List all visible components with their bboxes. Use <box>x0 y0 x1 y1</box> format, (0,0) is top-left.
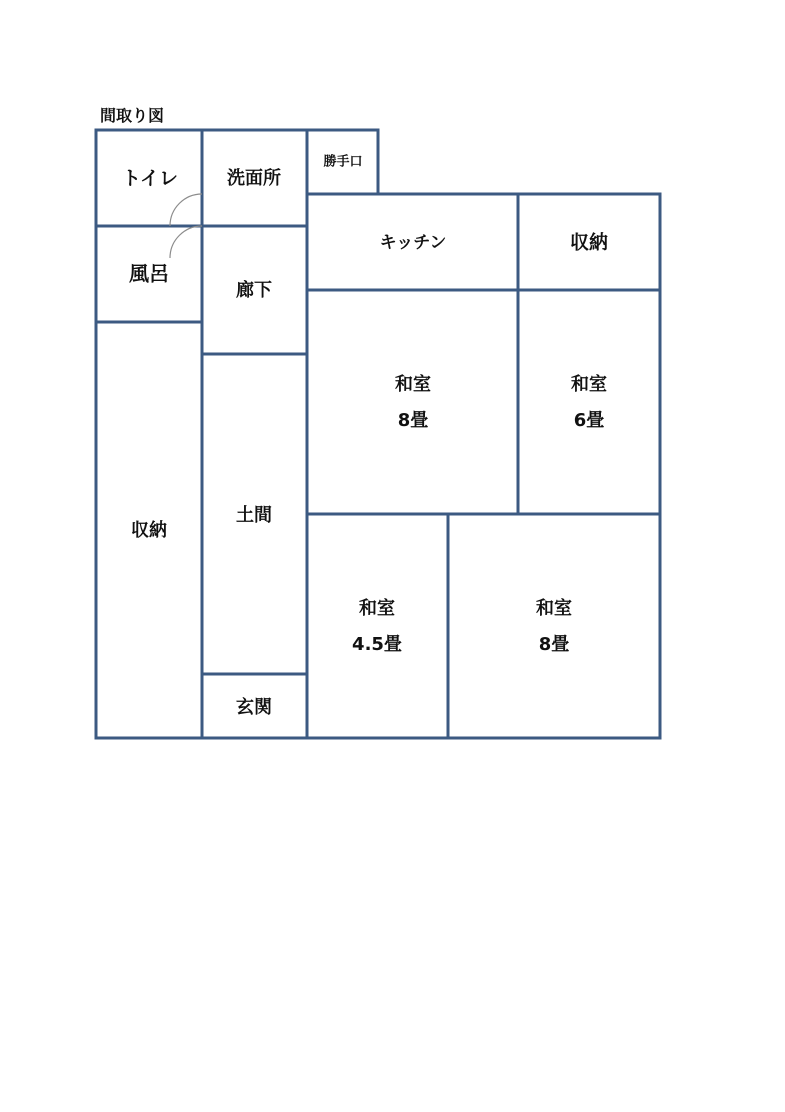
label-back-door: 勝手口 <box>323 154 363 170</box>
label-washroom: 洗面所 <box>227 168 281 189</box>
label-entrance: 玄関 <box>236 697 272 718</box>
label-storage-left: 収納 <box>131 520 167 541</box>
label-washitsu-6-size: 6畳 <box>573 410 605 431</box>
label-doma: 土間 <box>236 505 272 526</box>
label-washitsu-8b-name: 和室 <box>536 598 572 619</box>
label-washitsu-8b-size: 8畳 <box>538 634 570 655</box>
bath-door-icon <box>170 226 202 258</box>
label-kitchen: キッチン <box>379 233 447 253</box>
label-toilet: トイレ <box>121 167 179 190</box>
label-corridor: 廊下 <box>236 280 272 301</box>
label-washitsu-6-name: 和室 <box>571 374 607 395</box>
label-washitsu-8a-size: 8畳 <box>397 410 429 431</box>
label-washitsu-8a-name: 和室 <box>395 374 431 395</box>
room-labels <box>122 154 608 719</box>
label-washitsu-45-size: 4.5畳 <box>352 634 402 655</box>
label-storage-top: 収納 <box>569 231 609 254</box>
label-washitsu-45-name: 和室 <box>359 598 395 619</box>
toilet-door-icon <box>170 194 202 226</box>
label-bath: 風呂 <box>129 261 169 286</box>
plan-title: 間取り図 <box>100 106 165 125</box>
